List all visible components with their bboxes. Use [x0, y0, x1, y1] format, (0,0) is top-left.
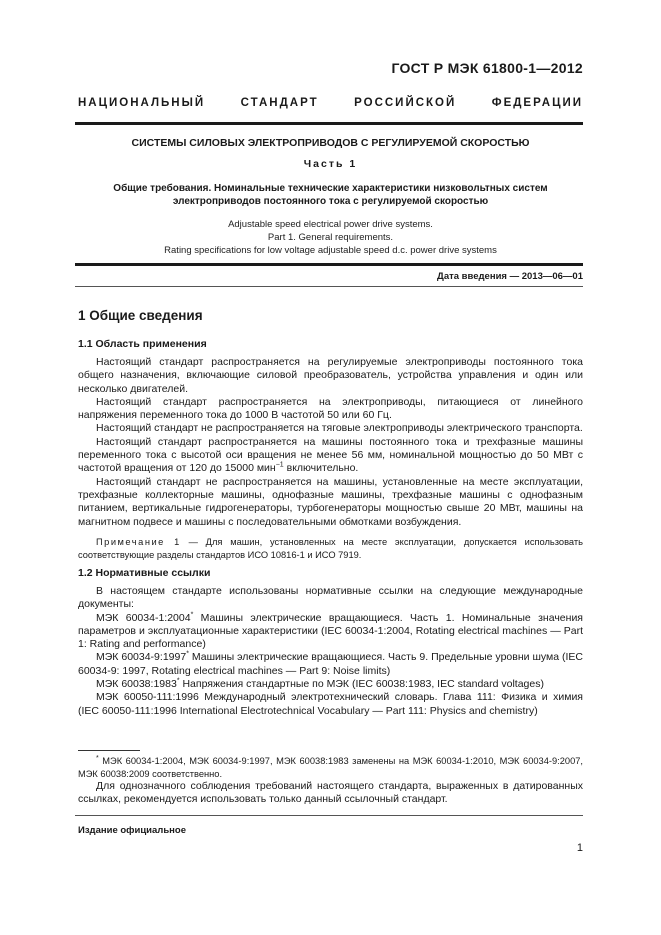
reference-iec-60034-9: МЭК 60034-9:1997* Машины электрические вращающиеся. Часть 9. Предельные уровни шума (IEC 60034-9: 1997, Rotating electrical machines — Part 9: Noise limits): [78, 650, 584, 677]
english-title: [78, 218, 583, 257]
part-label: Часть 1: [303, 158, 358, 170]
footnote-text: МЭК 60034-1:2004, МЭК 60034-9:1997, МЭК 60038:1983 заменены на МЭК 60034-1:2010, МЭК 60034-9:2007, МЭК 60038:2009 соответственно.: [78, 756, 583, 779]
national-standard-heading: НАЦИОНАЛЬНЫЙ СТАНДАРТ РОССИЙСКОЙ ФЕДЕРАЦИИ: [78, 97, 583, 109]
document-subtitle: [78, 182, 583, 208]
scope-paragraph-1: Настоящий стандарт распространяется на регулируемые электроприводы постоянного тока общего назначения, включающие силовой преобразователь, устройства управления и один или несколько двигателей.: [78, 356, 583, 395]
references-intro: В настоящем стандарте использованы нормативные ссылки на следующие международные документы:: [78, 585, 583, 611]
reference-iec-60038: МЭК 60038:1983* Напряжения стандартные по МЭК (IEC 60038:1983, IEC standard voltages): [96, 677, 544, 691]
subtitle-line-2: электроприводов постоянного тока с регулируемой скоростью: [172, 196, 489, 207]
title-rule: [75, 263, 583, 266]
scope-paragraph-5: Настоящий стандарт не распространяется на машины, установленные на месте эксплуатации, трехфазные коллекторные машины, однофазные машины, трехфазные машины с однофазным питанием, вертикальные гидрогенераторы, турбогенераторы мощностью свыше 20 МВт, машины на магнитном подвесе и машины с последовательными обмотками возбуждения.: [78, 475, 583, 528]
introduction-date: Дата введения — 2013—06—01: [437, 271, 583, 282]
date-rule: [75, 286, 583, 287]
english-title-line-1: Adjustable speed electrical power drive systems.: [228, 219, 433, 230]
footnote-marker: *: [96, 754, 99, 762]
english-title-line-2: Part 1. General requirements.: [267, 232, 394, 243]
document-title: СИСТЕМЫ СИЛОВЫХ ЭЛЕКТРОПРИВОДОВ С РЕГУЛИРУЕМОЙ СКОРОСТЬЮ: [131, 137, 530, 149]
scope-paragraph-4: Настоящий стандарт распространяется на машины постоянного тока и трехфазные машины переменного тока с высотой оси вращения не менее 56 мм, номинальной мощностью до 50 МВт с частотой вращения от 120 до 15000 мин$^{-1}$ включительно.: [78, 435, 583, 475]
scope-text: [78, 356, 583, 529]
gost-code: ГОСТ Р МЭК 61800-1—2012: [391, 60, 583, 76]
subtitle-line-1: Общие требования. Номинальные технические характеристики низковольтных систем: [113, 183, 548, 194]
english-title-line-3: Rating specifications for low voltage adjustable speed d.c. power drive systems: [164, 245, 497, 256]
official-edition-label: Издание официальное: [78, 825, 186, 836]
page-number: 1: [576, 842, 583, 854]
reference-iec-60034-1: МЭК 60034-1:2004* Машины электрические вращающиеся. Часть 1. Номинальные значения параметров и эксплуатационные характеристики (IEC 60034-1:2004, Rotating electrical machines — Part 1: Rating and performance): [78, 611, 583, 651]
top-rule: [75, 122, 583, 125]
footer-rule: [75, 815, 583, 816]
section-1-2-heading: 1.2 Нормативные ссылки: [78, 567, 211, 579]
note-label: Примечание 1: [96, 537, 181, 547]
scope-paragraph-3: Настоящий стандарт не распространяется на тяговые электроприводы электрического транспорта.: [96, 422, 583, 435]
scope-paragraph-2: Настоящий стандарт распространяется на электроприводы, питающиеся от линейного напряжения переменного тока до 1000 В частотой 50 или 60 Гц.: [78, 395, 583, 422]
footnote-rule: [78, 750, 140, 751]
section-1-1-heading: 1.1 Область применения: [78, 338, 207, 350]
note-text: — Для машин, установленных на месте эксплуатации, допускается использовать соответствующие разделы стандартов ИСО 10816-1 и ИСО 7919.: [78, 537, 583, 560]
footnote: [78, 755, 583, 780]
footnote-paragraph: Для однозначного соблюдения требований настоящего стандарта, выраженных в датированных ссылках, рекомендуется использовать только данный ссылочный стандарт.: [78, 780, 583, 806]
section-1-heading: 1 Общие сведения: [78, 308, 203, 323]
reference-iec-60050-111: МЭК 60050-111:1996 Международный электротехнический словарь. Глава 111: Физика и химия (IEC 60050-111:1996 International Electrotechnical Vocabulary — Part 111: Physics and chemistry): [78, 691, 583, 717]
normative-references: [78, 585, 583, 718]
note-1: [78, 536, 583, 561]
